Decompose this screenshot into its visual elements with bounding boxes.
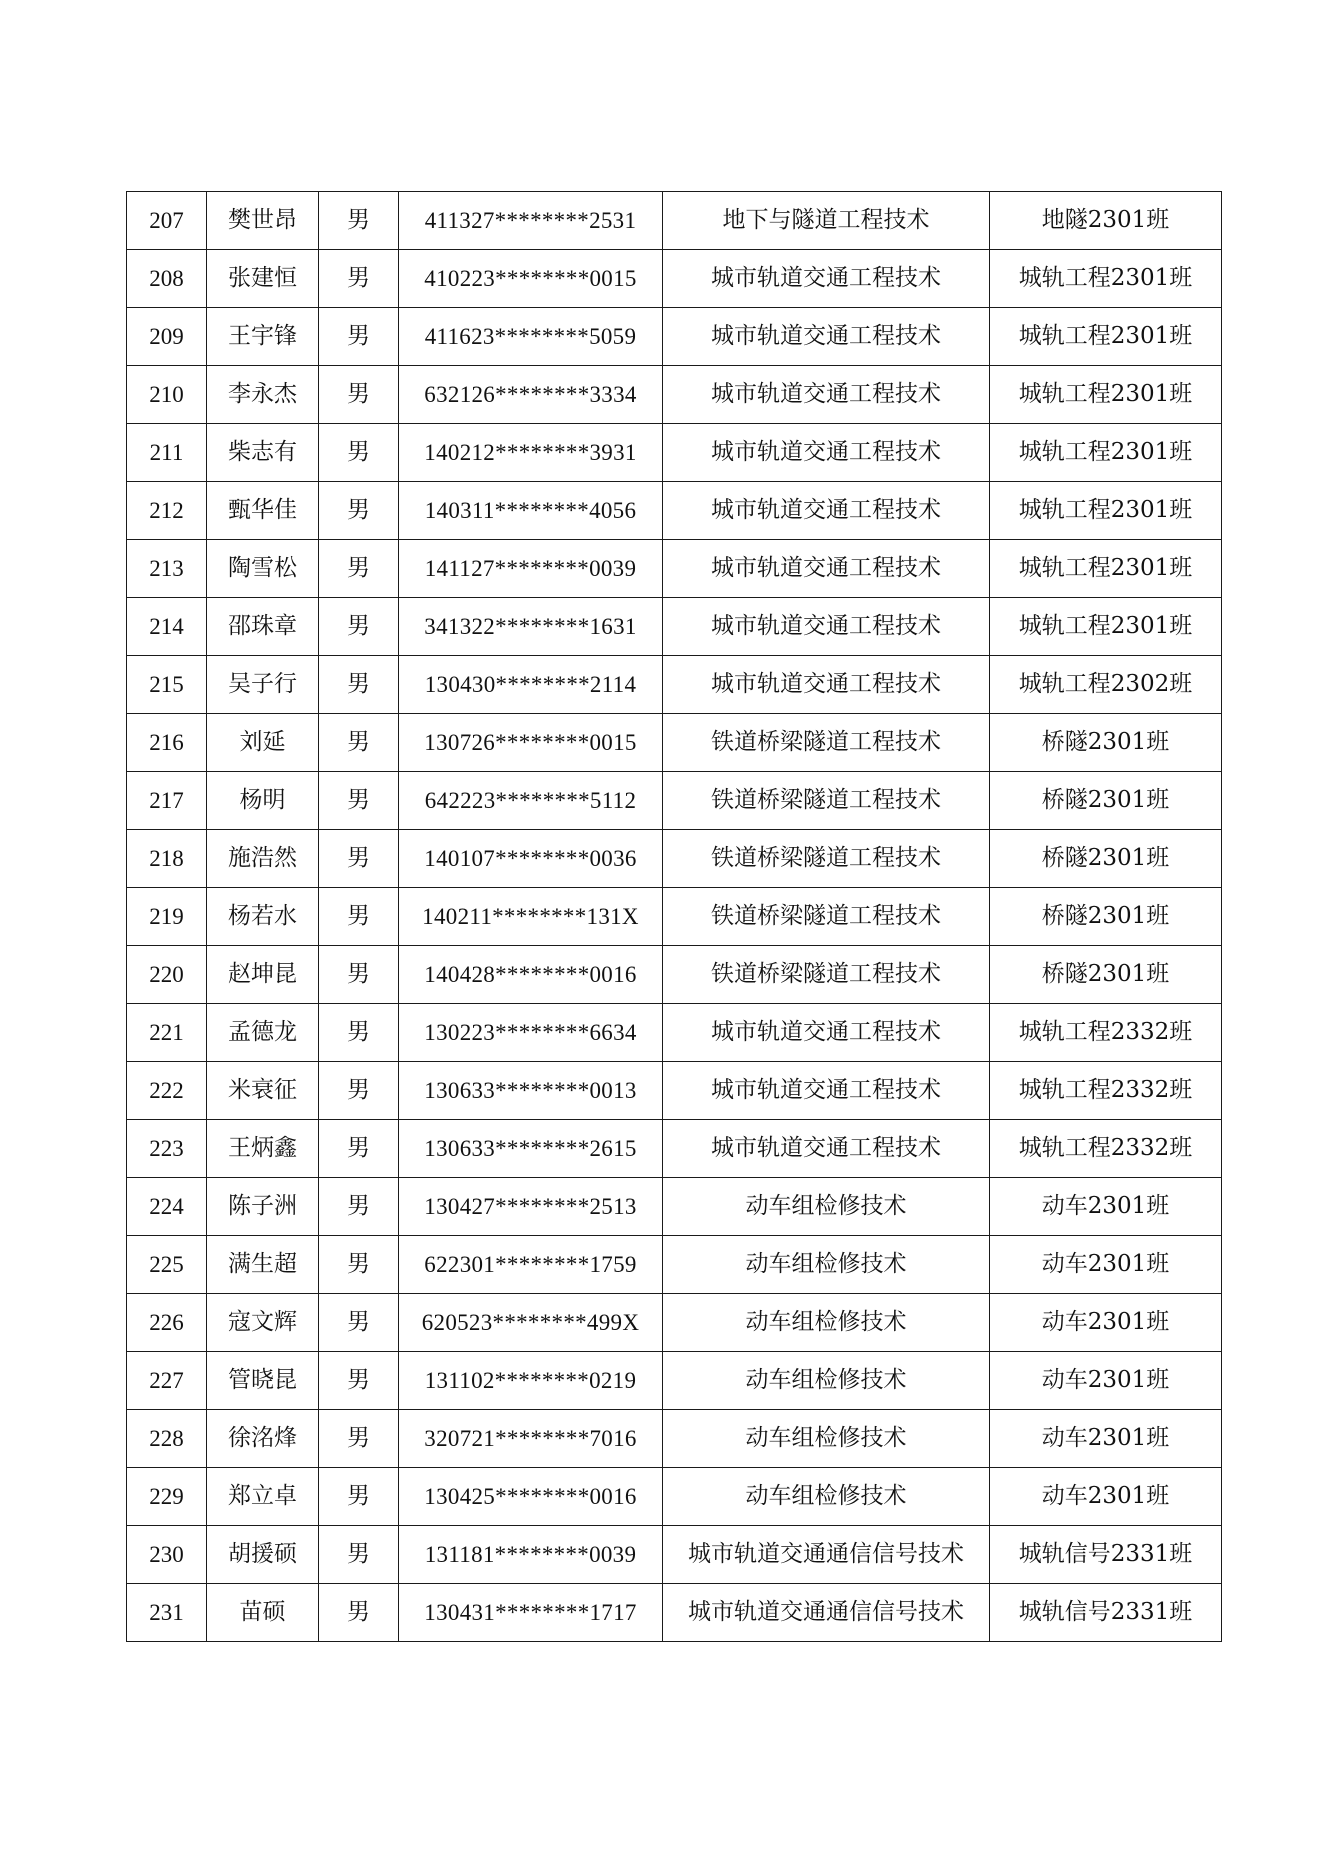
row-number: 208 bbox=[127, 250, 207, 308]
id-number: 622301********1759 bbox=[399, 1236, 663, 1294]
student-name: 刘延 bbox=[207, 714, 319, 772]
student-gender: 男 bbox=[319, 250, 399, 308]
major: 城市轨道交通工程技术 bbox=[663, 1120, 990, 1178]
table-row bbox=[127, 1062, 1222, 1120]
id-number: 130633********2615 bbox=[399, 1120, 663, 1178]
student-name: 王炳鑫 bbox=[207, 1120, 319, 1178]
student-name: 胡援硕 bbox=[207, 1526, 319, 1584]
student-name: 米衰征 bbox=[207, 1062, 319, 1120]
class-name: 城轨工程2301班 bbox=[990, 308, 1222, 366]
student-gender: 男 bbox=[319, 1062, 399, 1120]
student-gender: 男 bbox=[319, 1584, 399, 1642]
major: 城市轨道交通工程技术 bbox=[663, 598, 990, 656]
id-number: 410223********0015 bbox=[399, 250, 663, 308]
row-number: 216 bbox=[127, 714, 207, 772]
row-number: 212 bbox=[127, 482, 207, 540]
id-number: 411327********2531 bbox=[399, 192, 663, 250]
table-row bbox=[127, 308, 1222, 366]
row-number: 224 bbox=[127, 1178, 207, 1236]
row-number: 213 bbox=[127, 540, 207, 598]
table-row bbox=[127, 192, 1222, 250]
id-number: 140211********131X bbox=[399, 888, 663, 946]
class-name: 桥隧2301班 bbox=[990, 772, 1222, 830]
id-number: 130633********0013 bbox=[399, 1062, 663, 1120]
row-number: 225 bbox=[127, 1236, 207, 1294]
id-number: 130431********1717 bbox=[399, 1584, 663, 1642]
student-gender: 男 bbox=[319, 1236, 399, 1294]
id-number: 130223********6634 bbox=[399, 1004, 663, 1062]
row-number: 231 bbox=[127, 1584, 207, 1642]
id-number: 130425********0016 bbox=[399, 1468, 663, 1526]
class-name: 桥隧2301班 bbox=[990, 714, 1222, 772]
roster-body bbox=[127, 192, 1222, 1642]
major: 铁道桥梁隧道工程技术 bbox=[663, 772, 990, 830]
major: 城市轨道交通通信信号技术 bbox=[663, 1584, 990, 1642]
row-number: 214 bbox=[127, 598, 207, 656]
id-number: 130726********0015 bbox=[399, 714, 663, 772]
id-number: 320721********7016 bbox=[399, 1410, 663, 1468]
student-name: 李永杰 bbox=[207, 366, 319, 424]
student-name: 孟德龙 bbox=[207, 1004, 319, 1062]
id-number: 632126********3334 bbox=[399, 366, 663, 424]
major: 城市轨道交通通信信号技术 bbox=[663, 1526, 990, 1584]
class-name: 城轨工程2301班 bbox=[990, 366, 1222, 424]
student-gender: 男 bbox=[319, 946, 399, 1004]
id-number: 620523********499X bbox=[399, 1294, 663, 1352]
student-gender: 男 bbox=[319, 1004, 399, 1062]
class-name: 城轨信号2331班 bbox=[990, 1526, 1222, 1584]
class-name: 城轨工程2301班 bbox=[990, 250, 1222, 308]
major: 城市轨道交通工程技术 bbox=[663, 1062, 990, 1120]
student-name: 甄华佳 bbox=[207, 482, 319, 540]
class-name: 桥隧2301班 bbox=[990, 830, 1222, 888]
row-number: 209 bbox=[127, 308, 207, 366]
row-number: 227 bbox=[127, 1352, 207, 1410]
student-name: 陶雪松 bbox=[207, 540, 319, 598]
table-row bbox=[127, 540, 1222, 598]
id-number: 130427********2513 bbox=[399, 1178, 663, 1236]
student-roster-table bbox=[126, 191, 1222, 1642]
class-name: 动车2301班 bbox=[990, 1236, 1222, 1294]
major: 城市轨道交通工程技术 bbox=[663, 366, 990, 424]
student-name: 管晓昆 bbox=[207, 1352, 319, 1410]
table-row bbox=[127, 1294, 1222, 1352]
table-row bbox=[127, 714, 1222, 772]
table-row bbox=[127, 772, 1222, 830]
student-gender: 男 bbox=[319, 656, 399, 714]
table-row bbox=[127, 424, 1222, 482]
table-row bbox=[127, 888, 1222, 946]
student-gender: 男 bbox=[319, 1120, 399, 1178]
student-gender: 男 bbox=[319, 772, 399, 830]
class-name: 地隧2301班 bbox=[990, 192, 1222, 250]
class-name: 桥隧2301班 bbox=[990, 888, 1222, 946]
student-name: 陈子洲 bbox=[207, 1178, 319, 1236]
student-gender: 男 bbox=[319, 598, 399, 656]
table-row bbox=[127, 656, 1222, 714]
major: 动车组检修技术 bbox=[663, 1468, 990, 1526]
major: 城市轨道交通工程技术 bbox=[663, 250, 990, 308]
student-name: 邵珠章 bbox=[207, 598, 319, 656]
class-name: 动车2301班 bbox=[990, 1178, 1222, 1236]
student-gender: 男 bbox=[319, 1410, 399, 1468]
student-gender: 男 bbox=[319, 308, 399, 366]
id-number: 131181********0039 bbox=[399, 1526, 663, 1584]
table-row bbox=[127, 1468, 1222, 1526]
table-row bbox=[127, 1584, 1222, 1642]
student-gender: 男 bbox=[319, 1526, 399, 1584]
row-number: 223 bbox=[127, 1120, 207, 1178]
student-name: 杨明 bbox=[207, 772, 319, 830]
id-number: 140311********4056 bbox=[399, 482, 663, 540]
id-number: 141127********0039 bbox=[399, 540, 663, 598]
student-gender: 男 bbox=[319, 366, 399, 424]
table-row bbox=[127, 1120, 1222, 1178]
student-gender: 男 bbox=[319, 888, 399, 946]
table-row bbox=[127, 482, 1222, 540]
class-name: 城轨工程2301班 bbox=[990, 540, 1222, 598]
student-name: 张建恒 bbox=[207, 250, 319, 308]
table-row bbox=[127, 1236, 1222, 1294]
major: 铁道桥梁隧道工程技术 bbox=[663, 714, 990, 772]
row-number: 222 bbox=[127, 1062, 207, 1120]
student-gender: 男 bbox=[319, 1352, 399, 1410]
row-number: 226 bbox=[127, 1294, 207, 1352]
major: 城市轨道交通工程技术 bbox=[663, 1004, 990, 1062]
student-name: 满生超 bbox=[207, 1236, 319, 1294]
table-row bbox=[127, 1526, 1222, 1584]
row-number: 218 bbox=[127, 830, 207, 888]
class-name: 动车2301班 bbox=[990, 1352, 1222, 1410]
table-row bbox=[127, 830, 1222, 888]
table-row bbox=[127, 1178, 1222, 1236]
student-name: 赵坤昆 bbox=[207, 946, 319, 1004]
student-name: 柴志有 bbox=[207, 424, 319, 482]
id-number: 130430********2114 bbox=[399, 656, 663, 714]
class-name: 动车2301班 bbox=[990, 1410, 1222, 1468]
student-gender: 男 bbox=[319, 424, 399, 482]
table-row bbox=[127, 1004, 1222, 1062]
id-number: 140212********3931 bbox=[399, 424, 663, 482]
table-row bbox=[127, 598, 1222, 656]
major: 城市轨道交通工程技术 bbox=[663, 482, 990, 540]
student-gender: 男 bbox=[319, 1294, 399, 1352]
id-number: 411623********5059 bbox=[399, 308, 663, 366]
id-number: 131102********0219 bbox=[399, 1352, 663, 1410]
student-gender: 男 bbox=[319, 192, 399, 250]
major: 动车组检修技术 bbox=[663, 1178, 990, 1236]
class-name: 动车2301班 bbox=[990, 1294, 1222, 1352]
table-row bbox=[127, 250, 1222, 308]
class-name: 动车2301班 bbox=[990, 1468, 1222, 1526]
major: 动车组检修技术 bbox=[663, 1352, 990, 1410]
major: 城市轨道交通工程技术 bbox=[663, 540, 990, 598]
major: 城市轨道交通工程技术 bbox=[663, 656, 990, 714]
student-name: 吴子行 bbox=[207, 656, 319, 714]
major: 地下与隧道工程技术 bbox=[663, 192, 990, 250]
major: 动车组检修技术 bbox=[663, 1410, 990, 1468]
row-number: 220 bbox=[127, 946, 207, 1004]
major: 城市轨道交通工程技术 bbox=[663, 424, 990, 482]
student-name: 苗硕 bbox=[207, 1584, 319, 1642]
major: 铁道桥梁隧道工程技术 bbox=[663, 830, 990, 888]
class-name: 城轨工程2301班 bbox=[990, 598, 1222, 656]
student-gender: 男 bbox=[319, 482, 399, 540]
student-name: 杨若水 bbox=[207, 888, 319, 946]
id-number: 642223********5112 bbox=[399, 772, 663, 830]
row-number: 215 bbox=[127, 656, 207, 714]
major: 城市轨道交通工程技术 bbox=[663, 308, 990, 366]
id-number: 140107********0036 bbox=[399, 830, 663, 888]
class-name: 城轨工程2332班 bbox=[990, 1004, 1222, 1062]
table-row bbox=[127, 1410, 1222, 1468]
table-row bbox=[127, 1352, 1222, 1410]
row-number: 221 bbox=[127, 1004, 207, 1062]
student-gender: 男 bbox=[319, 1178, 399, 1236]
class-name: 桥隧2301班 bbox=[990, 946, 1222, 1004]
row-number: 217 bbox=[127, 772, 207, 830]
row-number: 210 bbox=[127, 366, 207, 424]
student-name: 徐洺烽 bbox=[207, 1410, 319, 1468]
student-gender: 男 bbox=[319, 714, 399, 772]
student-gender: 男 bbox=[319, 1468, 399, 1526]
class-name: 城轨信号2331班 bbox=[990, 1584, 1222, 1642]
student-name: 樊世昂 bbox=[207, 192, 319, 250]
major: 铁道桥梁隧道工程技术 bbox=[663, 888, 990, 946]
row-number: 219 bbox=[127, 888, 207, 946]
id-number: 140428********0016 bbox=[399, 946, 663, 1004]
class-name: 城轨工程2332班 bbox=[990, 1062, 1222, 1120]
student-name: 寇文辉 bbox=[207, 1294, 319, 1352]
major: 铁道桥梁隧道工程技术 bbox=[663, 946, 990, 1004]
student-name: 王宇锋 bbox=[207, 308, 319, 366]
table-row bbox=[127, 946, 1222, 1004]
major: 动车组检修技术 bbox=[663, 1294, 990, 1352]
student-name: 施浩然 bbox=[207, 830, 319, 888]
student-name: 郑立卓 bbox=[207, 1468, 319, 1526]
table-row bbox=[127, 366, 1222, 424]
student-gender: 男 bbox=[319, 540, 399, 598]
class-name: 城轨工程2332班 bbox=[990, 1120, 1222, 1178]
row-number: 228 bbox=[127, 1410, 207, 1468]
row-number: 211 bbox=[127, 424, 207, 482]
class-name: 城轨工程2301班 bbox=[990, 424, 1222, 482]
row-number: 229 bbox=[127, 1468, 207, 1526]
major: 动车组检修技术 bbox=[663, 1236, 990, 1294]
student-gender: 男 bbox=[319, 830, 399, 888]
class-name: 城轨工程2302班 bbox=[990, 656, 1222, 714]
class-name: 城轨工程2301班 bbox=[990, 482, 1222, 540]
id-number: 341322********1631 bbox=[399, 598, 663, 656]
row-number: 230 bbox=[127, 1526, 207, 1584]
row-number: 207 bbox=[127, 192, 207, 250]
